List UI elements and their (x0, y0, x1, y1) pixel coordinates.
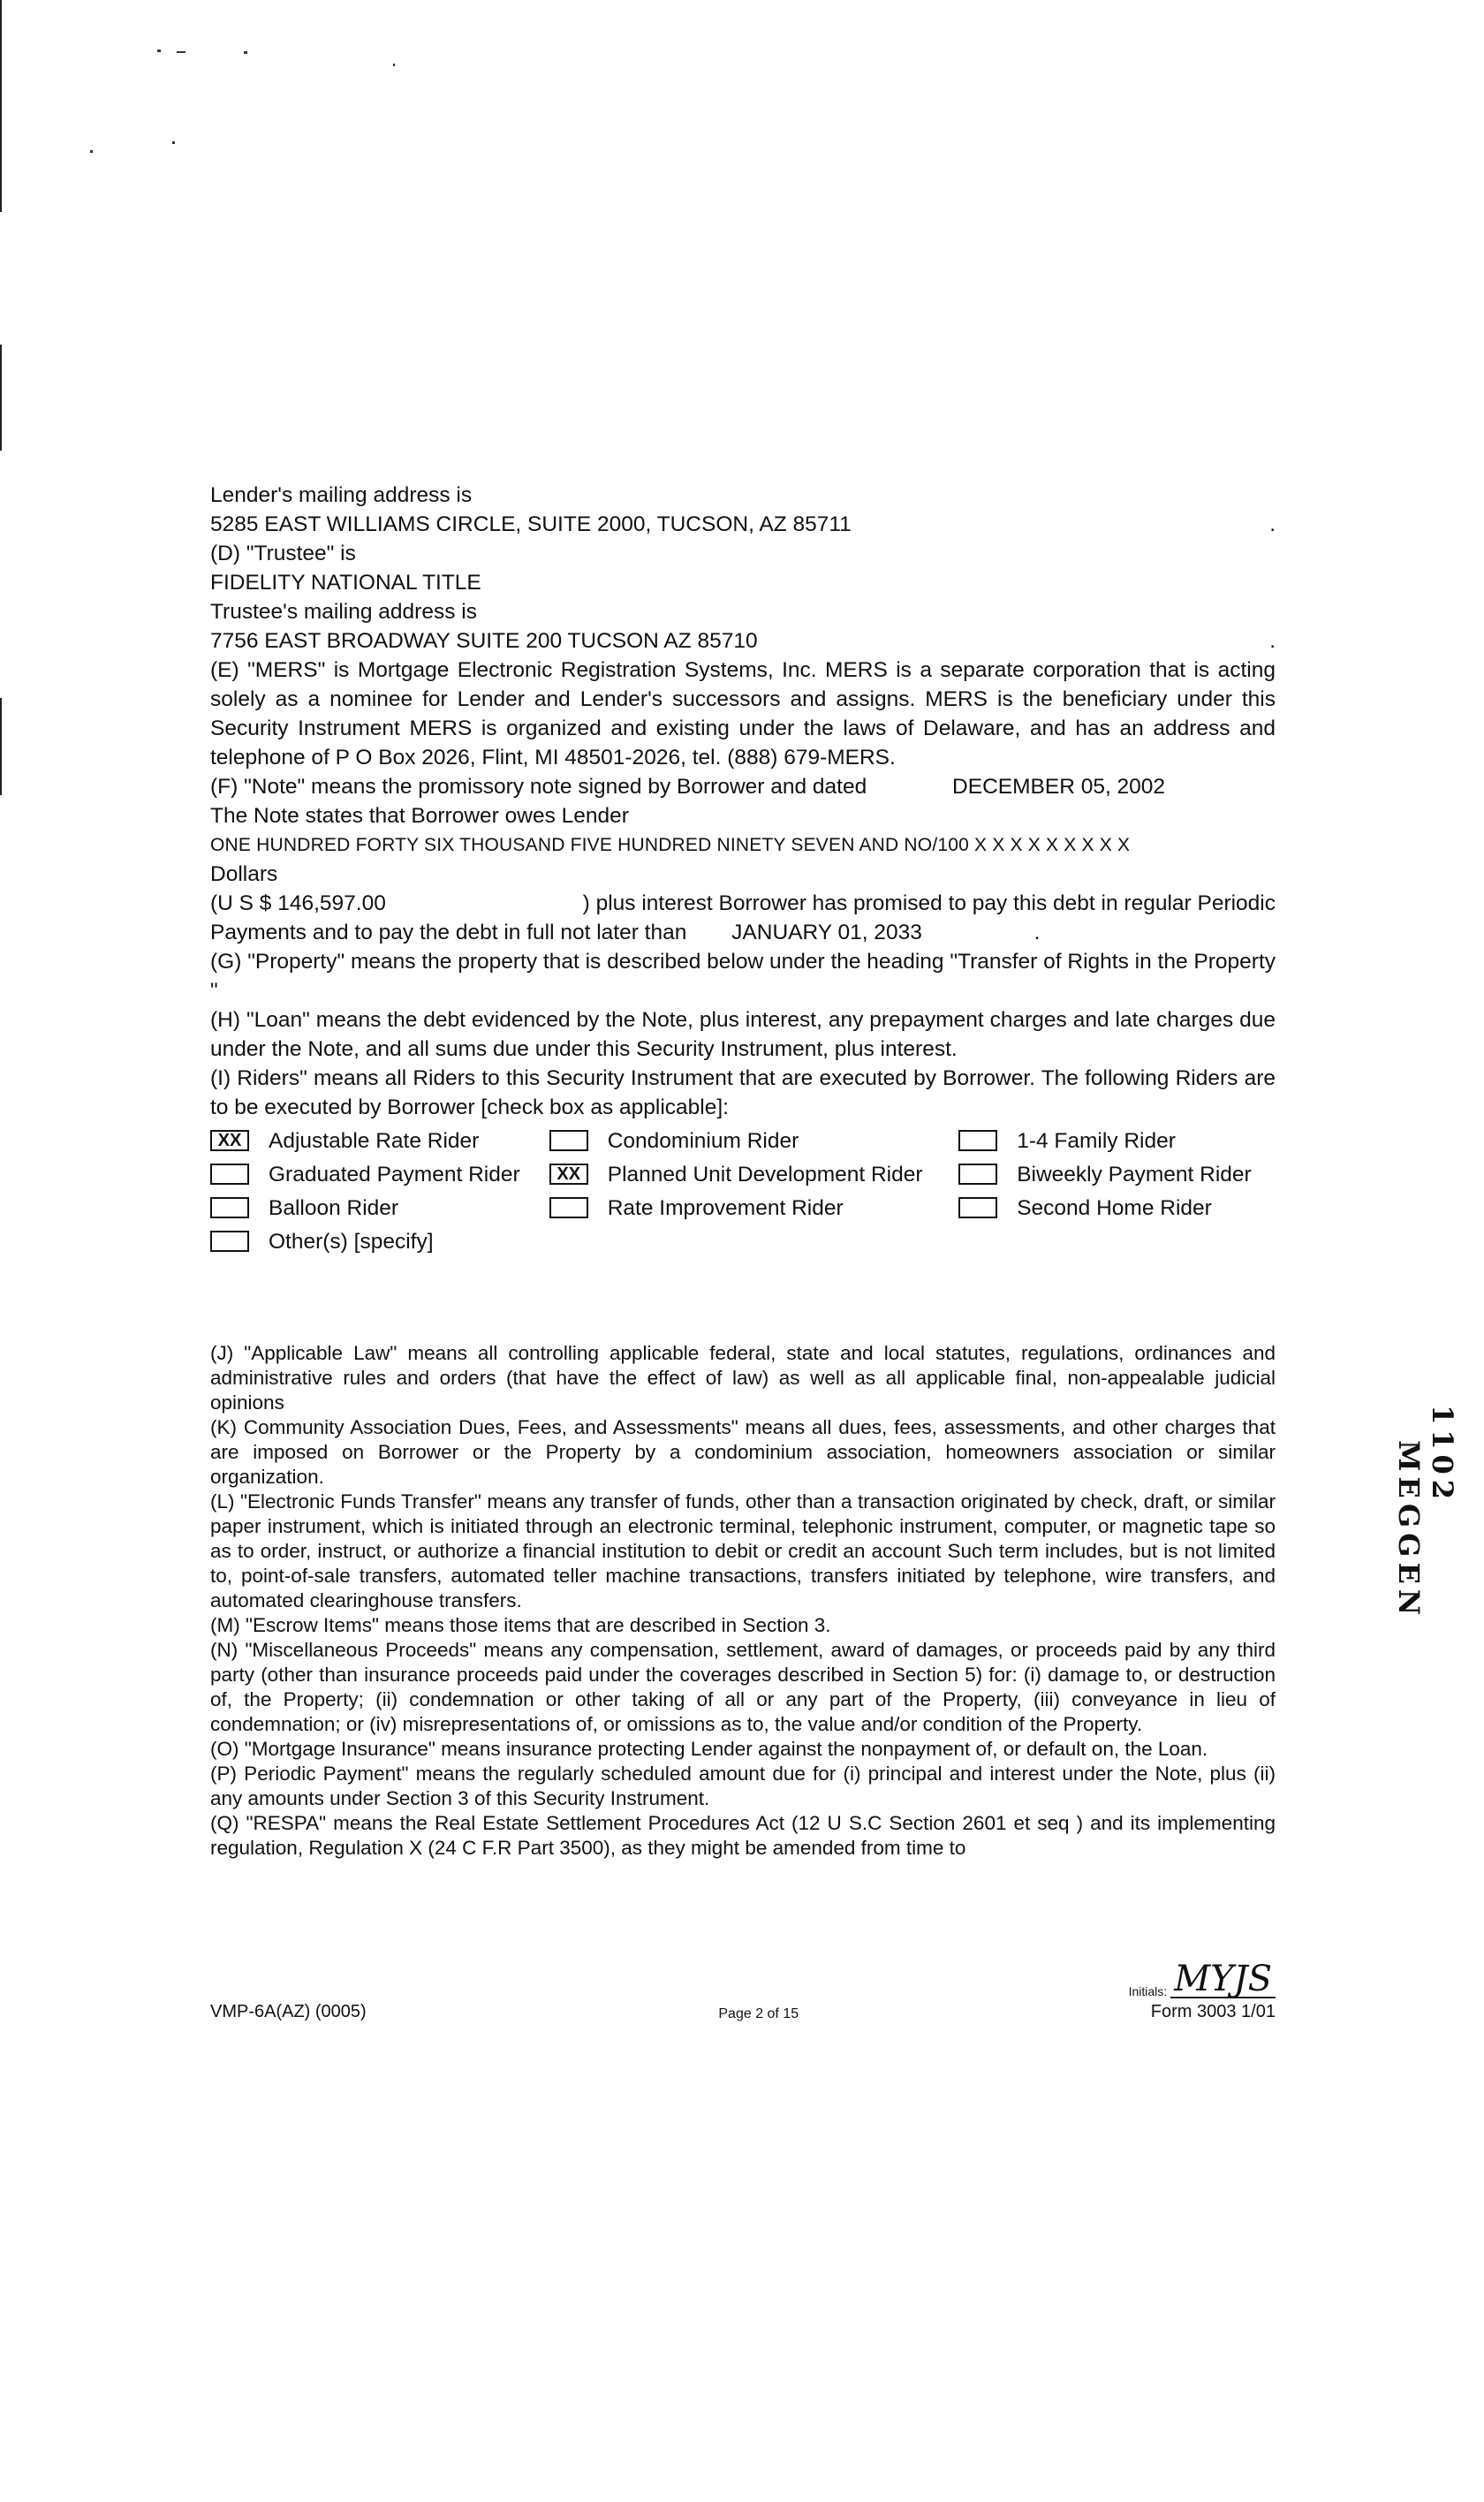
section-f-note: (F) "Note" means the promissory note signed by Borrower and dated DECEMBER 05, 2002 (210, 775, 1166, 799)
section-h-loan: (H) "Loan" means the debt evidenced by the Note, plus interest, any prepayment charges and late charges due under the Note, and all sums due under this Security Instrument, plus interest. (210, 1008, 1276, 1061)
rider-condominium[interactable]: Condominium Rider (549, 1126, 958, 1156)
scan-edge-line (0, 698, 2, 795)
maturity-row: Payments and to pay the debt in full not later than JANUARY 01, 2033 . (210, 921, 1041, 944)
rider-biweekly-payment[interactable]: Biweekly Payment Rider (958, 1160, 1276, 1189)
loan-amount-words: ONE HUNDRED FORTY SIX THOUSAND FIVE HUNDRED NINETY SEVEN AND NO/100 X X X X X X X X X (210, 835, 1131, 855)
section-g-property: (G) "Property" means the property that is described below under the heading "Transfer of Rights in the Property " (210, 950, 1276, 1003)
rider-balloon[interactable]: Balloon Rider (210, 1194, 549, 1223)
section-e-mers: (E) "MERS" is Mortgage Electronic Registration Systems, Inc. MERS is a separate corporation that is acting solely as a nominee for Lender and Lender's successors and assigns. MERS is the beneficiary under this Security Instrument MERS is organized and existing under the laws of Delaware, and has an address and telephone of P O Box 2026, Flint, MI 48501-2026, tel. (888) 679-MERS. (210, 658, 1276, 770)
note-date: DECEMBER 05, 2002 (952, 775, 1166, 799)
scan-speck (90, 150, 93, 153)
checkbox[interactable] (958, 1130, 997, 1151)
trustee-name: FIDELITY NATIONAL TITLE (210, 571, 481, 595)
trustee-address-label: Trustee's mailing address is (210, 600, 477, 624)
checkbox[interactable] (958, 1197, 997, 1218)
lender-address: 5285 EAST WILLIAMS CIRCLE, SUITE 2000, TUCSON, AZ 85711 (210, 512, 852, 536)
section-n-misc-proceeds: (N) "Miscellaneous Proceeds" means any compensation, settlement, award of damages, or proceeds paid by any third party (other than insurance proceeds paid under the coverages described in Section 5) for: (i) damage to, or destruction of, the Property; (ii) condemnation or other taking of all or any part of the Property, (iii) conveyance in lieu of condemnation; or (iv) misrepresentations of, or omissions as to, the value and/or condition of the Property. (210, 1639, 1276, 1735)
section-q-respa: (Q) "RESPA" means the Real Estate Settlement Procedures Act (12 U S.C Section 2601 et seq ) and its implementing regulation, Regulation X (24 C F.R Part 3500), as they might be amended from time to (210, 1812, 1276, 1859)
scan-edge-line (0, 345, 2, 451)
checkbox[interactable] (210, 1197, 249, 1218)
section-l-electronic-funds: (L) "Electronic Funds Transfer" means any transfer of funds, other than a transaction originated by check, draft, or similar paper instrument, which is initiated through an electronic terminal, telephonic instrument, computer, or magnetic tape so as to order, instruct, or authorize a financial institution to debit or credit an account Such term includes, but is not limited to, point-of-sale transfers, automated teller machine transactions, transfers initiated by telephone, wire transfers, and automated clearinghouse transfers. (210, 1490, 1276, 1611)
checkbox[interactable] (549, 1197, 588, 1218)
scan-edge-line (0, 0, 2, 212)
note-owes-line: The Note states that Borrower owes Lender (210, 804, 629, 828)
initials-label: Initials: (1128, 1984, 1168, 1998)
form-number: Form 3003 1/01 (1150, 2002, 1276, 2021)
checkbox[interactable] (958, 1164, 997, 1185)
section-k-association-dues: (K) Community Association Dues, Fees, and Assessments" means all dues, fees, assessments, and other charges that are imposed on Borrower or the Property by a condominium association, homeowners association or similar organization. (210, 1416, 1276, 1488)
checkbox[interactable]: XX (549, 1164, 588, 1185)
rider-other[interactable]: Other(s) [specify] (210, 1227, 550, 1256)
document-body (210, 481, 1276, 1861)
definitions-continued (210, 1341, 1276, 1861)
checkbox[interactable] (210, 1231, 249, 1252)
recording-stamp: 1102 MEGGEN (1392, 1405, 1459, 1621)
dollars-label: Dollars (210, 862, 278, 886)
maturity-date: JANUARY 01, 2033 (731, 921, 922, 944)
rider-graduated-payment[interactable]: Graduated Payment Rider (210, 1160, 549, 1189)
scan-speck (393, 64, 395, 66)
rider-planned-unit-development[interactable]: XX Planned Unit Development Rider (549, 1160, 958, 1189)
form-code: VMP-6A(AZ) (0005) (210, 2002, 367, 2021)
trustee-address: 7756 EAST BROADWAY SUITE 200 TUCSON AZ 85710 (210, 629, 758, 653)
section-j-applicable-law: (J) "Applicable Law" means all controlling applicable federal, state and local statutes, regulations, ordinances and administrative rules and orders (that have the effect of law) as well as all applicable final, non-appealable judicial opinions (210, 1342, 1276, 1414)
scan-speck (177, 51, 186, 53)
rider-adjustable-rate[interactable]: XX Adjustable Rate Rider (210, 1126, 549, 1156)
trustee-address-row: 7756 EAST BROADWAY SUITE 200 TUCSON AZ 85710 . (210, 626, 1276, 656)
initials-signature: MYJS (1170, 1961, 1276, 1998)
rider-second-home[interactable]: Second Home Rider (958, 1194, 1276, 1223)
lender-address-row: 5285 EAST WILLIAMS CIRCLE, SUITE 2000, TUCSON, AZ 85711 . (210, 510, 1276, 539)
checkbox[interactable]: XX (210, 1130, 249, 1151)
loan-amount-row: (U S $ 146,597.00 ) plus interest Borrower has promised to pay this debt in regular Periodic (210, 889, 1276, 918)
riders-checklist (210, 1124, 1276, 1258)
section-i-riders: (I) Riders" means all Riders to this Security Instrument that are executed by Borrower. The following Riders are to be executed by Borrower [check box as applicable]: (210, 1066, 1276, 1119)
lender-address-label: Lender's mailing address is (210, 483, 473, 507)
checkbox[interactable] (210, 1164, 249, 1185)
rider-rate-improvement[interactable]: Rate Improvement Rider (549, 1194, 958, 1223)
scan-speck (244, 51, 247, 54)
initials-block (1129, 1961, 1276, 1998)
loan-amount: (U S $ 146,597.00 (210, 891, 386, 915)
scan-speck (157, 49, 161, 52)
page-number: Page 2 of 15 (718, 2006, 799, 2021)
scan-speck (172, 141, 175, 144)
rider-1-4-family[interactable]: 1-4 Family Rider (958, 1126, 1276, 1156)
section-p-periodic-payment: (P) Periodic Payment" means the regularly scheduled amount due for (i) principal and interest under the Note, plus (ii) any amounts under Section 3 of this Security Instrument. (210, 1763, 1276, 1809)
trustee-label: (D) "Trustee" is (210, 542, 356, 565)
section-m-escrow-items: (M) "Escrow Items" means those items that are described in Section 3. (210, 1614, 831, 1636)
section-o-mortgage-insurance: (O) "Mortgage Insurance" means insurance protecting Lender against the nonpayment of, or default on, the Loan. (210, 1738, 1208, 1760)
checkbox[interactable] (549, 1130, 588, 1151)
page-footer (210, 1959, 1276, 2022)
